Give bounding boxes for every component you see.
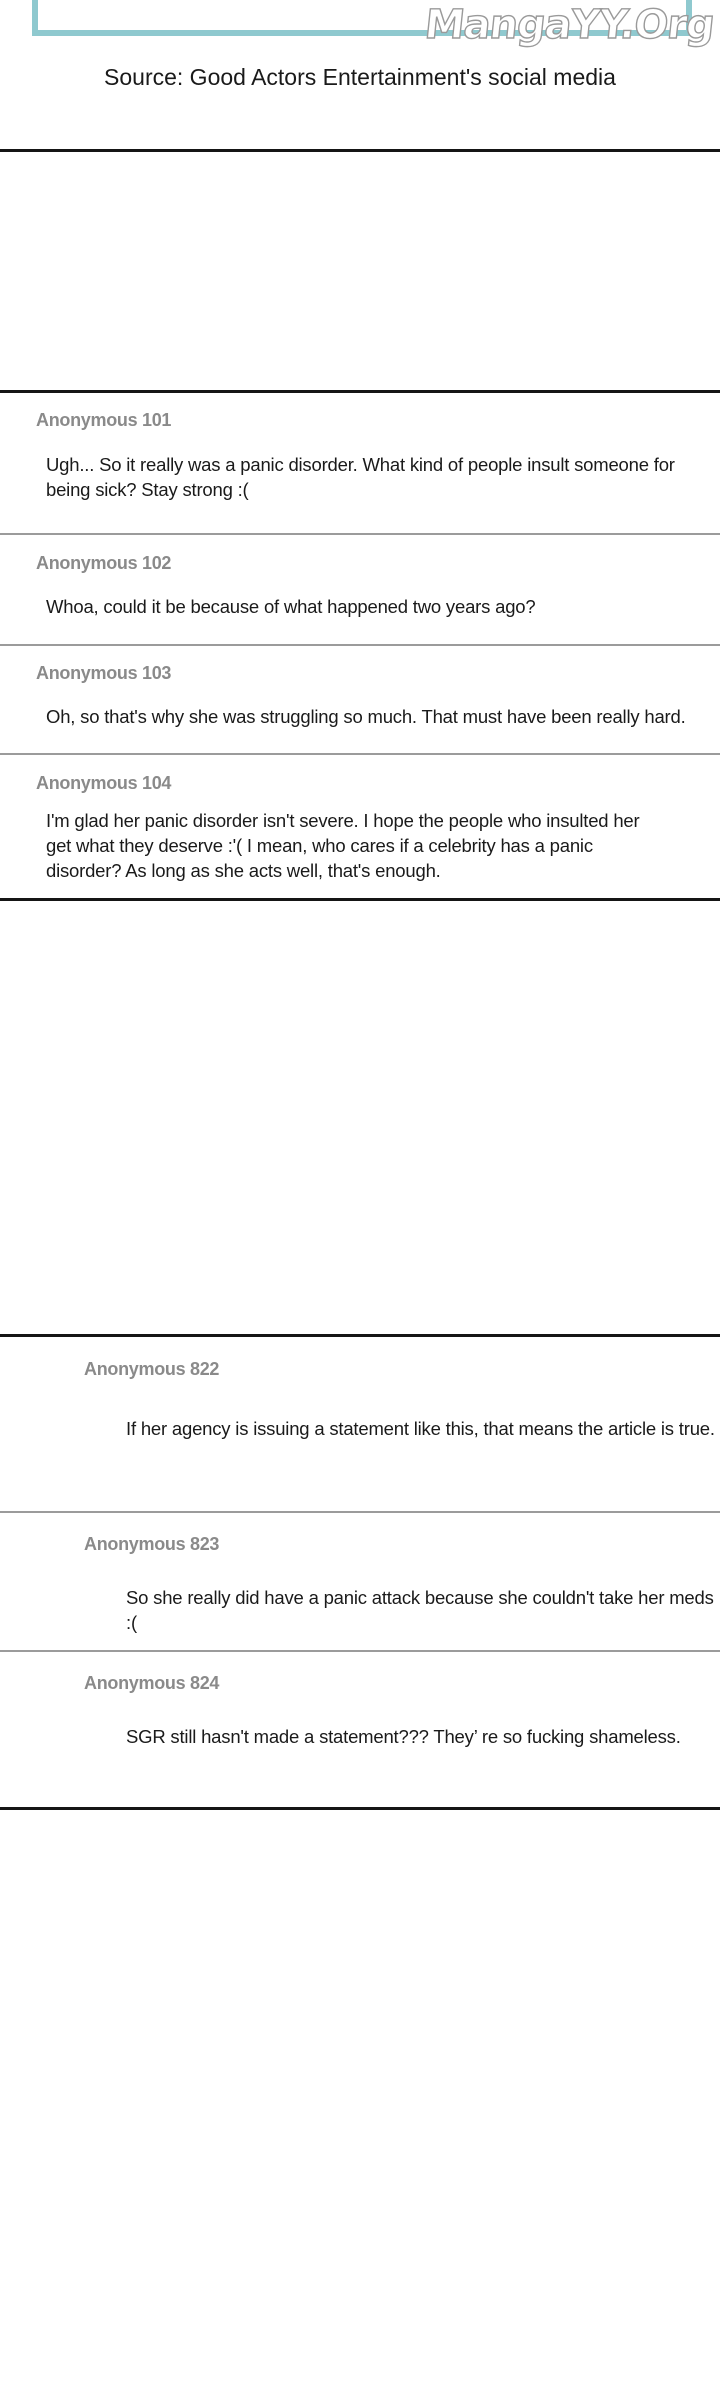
section-rule	[0, 390, 720, 393]
comment-author: Anonymous 822	[84, 1359, 220, 1379]
comment-author: Anonymous 101	[36, 410, 172, 430]
comment-divider	[0, 533, 720, 535]
comment-divider	[0, 1511, 720, 1513]
section-rule	[0, 1334, 720, 1337]
comment-divider	[0, 1650, 720, 1652]
comment-divider	[0, 753, 720, 755]
comment-author: Anonymous 102	[36, 553, 172, 573]
source-caption: Source: Good Actors Entertainment's social media	[104, 64, 616, 90]
comment-author: Anonymous 824	[84, 1673, 220, 1693]
comment-text: I'm glad her panic disorder isn't severe. I hope the people who insulted her get what they deserve :'( I mean, who cares if a celebrity has a panic disorder? As long as she acts well, that's enough.	[46, 810, 640, 881]
comment-text: Whoa, could it be because of what happened two years ago?	[46, 596, 536, 617]
comment-author: Anonymous 104	[36, 773, 172, 793]
comment-author: Anonymous 823	[84, 1534, 220, 1554]
section-rule	[0, 898, 720, 901]
comment-divider	[0, 644, 720, 646]
watermark-logo: MangaYY.Org	[422, 2, 717, 48]
section-rule	[0, 149, 720, 152]
section-rule	[0, 1807, 720, 1810]
comment-text: If her agency is issuing a statement like this, that means the article is true.	[126, 1418, 715, 1439]
comment-text: Oh, so that's why she was struggling so much. That must have been really hard.	[46, 706, 686, 727]
comment-text: SGR still hasn't made a statement??? They’ re so fucking shameless.	[126, 1726, 681, 1747]
comment-text: So she really did have a panic attack because she couldn't take her meds :(	[126, 1587, 714, 1633]
comment-author: Anonymous 103	[36, 663, 172, 683]
comment-text: Ugh... So it really was a panic disorder. What kind of people insult someone for being sick? Stay strong :(	[46, 454, 675, 500]
